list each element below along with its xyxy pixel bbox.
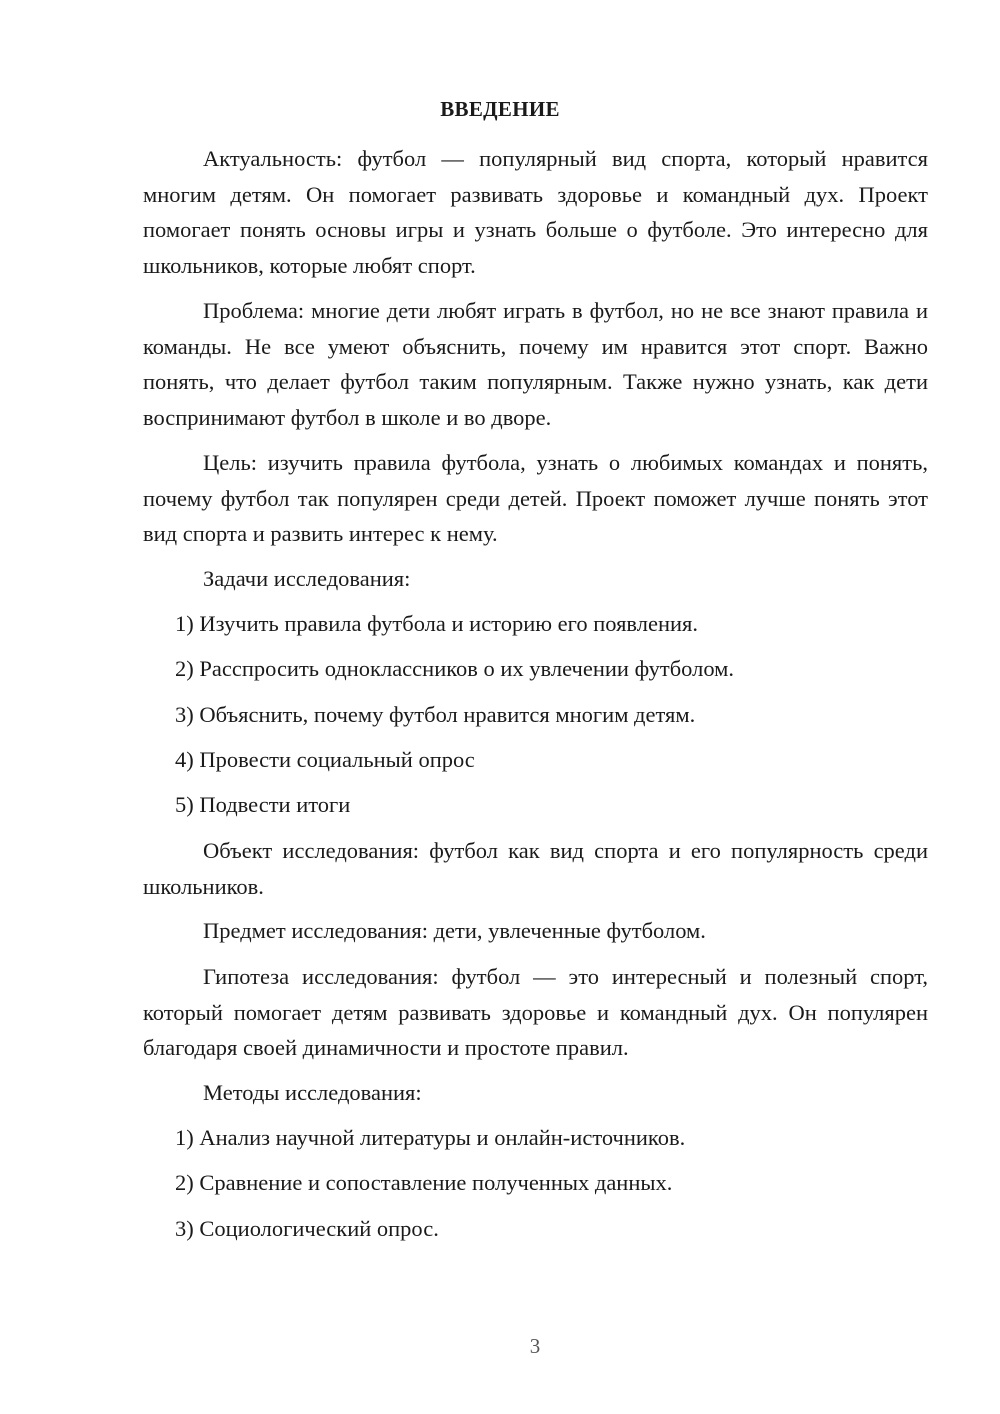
- goal-paragraph: Цель: изучить правила футбола, узнать о любимых командах и понять, почему футбол так популярен среди детей. Проект поможет лучше понять этот вид спорта и развить интерес к нему.: [143, 450, 928, 546]
- method-item: 2) Сравнение и сопоставление полученных данных.: [175, 1170, 673, 1195]
- tasks-label: Задачи исследования:: [203, 566, 411, 591]
- task-item: 5) Подвести итоги: [175, 792, 351, 817]
- task-item: 1) Изучить правила футбола и историю его появления.: [175, 611, 699, 636]
- page-title: ВВЕДЕНИЕ: [440, 97, 560, 121]
- hypothesis-paragraph: Гипотеза исследования: футбол — это интересный и полезный спорт, который помогает детям развивать здоровье и командный дух. Он популярен благодаря своей динамичности и простоте правил.: [143, 964, 928, 1060]
- task-item: 3) Объяснить, почему футбол нравится многим детям.: [175, 702, 696, 727]
- page-number: 3: [529, 1334, 541, 1358]
- task-item: 4) Провести социальный опрос: [175, 747, 475, 772]
- relevance-paragraph: Актуальность: футбол — популярный вид спорта, который нравится многим детям. Он помогает развивать здоровье и командный дух. Проект помогает понять основы игры и узнать больше о футболе. Это интересно для школьников, которые любят спорт.: [143, 146, 928, 278]
- method-item: 1) Анализ научной литературы и онлайн-источников.: [175, 1125, 686, 1150]
- problem-paragraph: Проблема: многие дети любят играть в футбол, но не все знают правила и команды. Не все умеют объяснить, почему им нравится этот спорт. Важно понять, что делает футбол таким популярным. Также нужно узнать, как дети воспринимают футбол в школе и во дворе.: [143, 298, 928, 430]
- object-paragraph: Объект исследования: футбол как вид спорта и его популярность среди школьников.: [143, 838, 928, 899]
- methods-label: Методы исследования:: [203, 1080, 422, 1105]
- task-item: 2) Расспросить одноклассников о их увлечении футболом.: [175, 656, 735, 681]
- subject-paragraph: Предмет исследования: дети, увлеченные футболом.: [203, 918, 706, 943]
- method-item: 3) Социологический опрос.: [175, 1216, 439, 1241]
